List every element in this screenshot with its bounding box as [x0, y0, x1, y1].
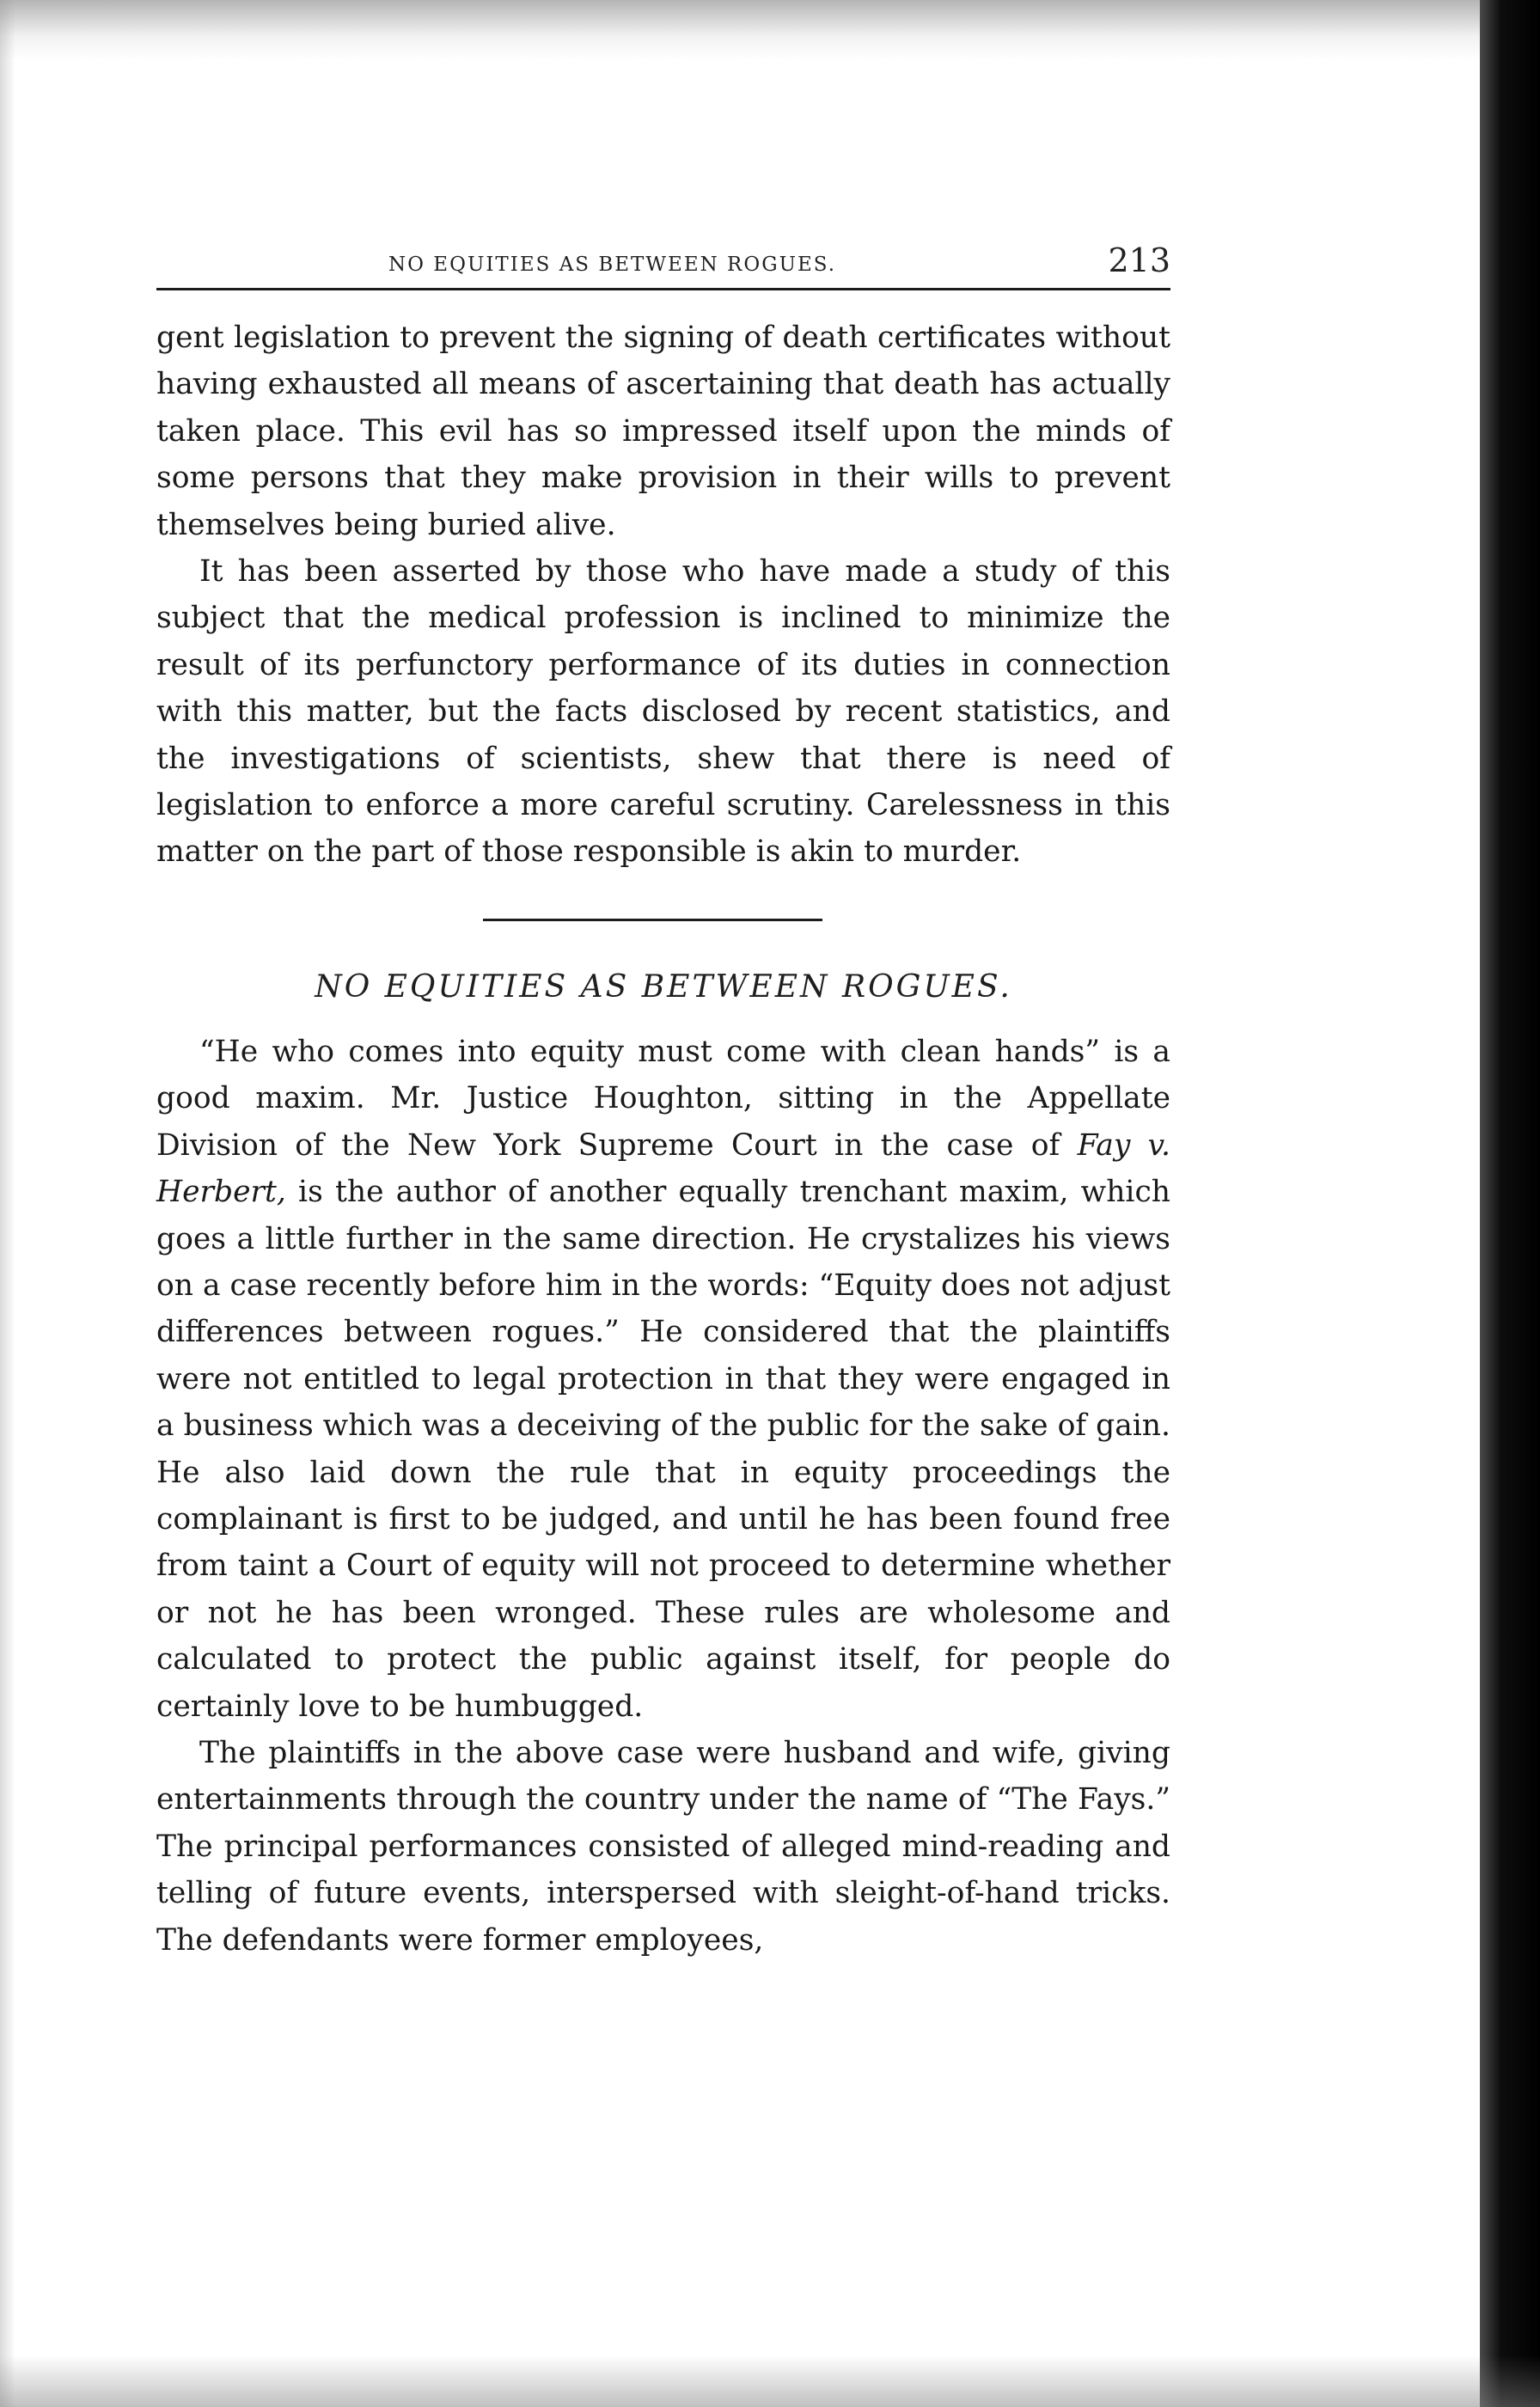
page-number: 213	[1108, 241, 1170, 279]
running-head	[156, 219, 1170, 288]
section-paragraph-1	[156, 1029, 1170, 1730]
book-page	[156, 219, 1170, 1964]
section-divider	[483, 919, 822, 921]
paragraph-1-opening: “He who comes into equity must come with clean hands” is a good maxim. Mr. Justice Houghton, sitting in the Appellate Division of the New York Supreme Court in the case of	[156, 1034, 1170, 1163]
running-head-rule	[156, 288, 1170, 290]
scan-binding-edge	[1480, 0, 1540, 2407]
scan-shadow-left	[0, 0, 15, 2407]
scan-shadow-top	[0, 0, 1540, 60]
continued-article	[156, 315, 1170, 876]
running-head-title: NO EQUITIES AS BETWEEN ROGUES.	[388, 254, 837, 276]
section-article	[156, 1029, 1170, 1964]
continued-paragraph-2: It has been asserted by those who have made a study of this subject that the medical profession is inclined to minimize the result of its perfunctory performance of its duties in connection with this matter, but the facts disclosed by recent statistics, and the investigations of scientists, shew that there is need of legislation to enforce a more careful scrutiny. Carelessness in this matter on the part of those responsible is akin to murder.	[156, 554, 1170, 870]
continued-paragraph-1: gent legislation to prevent the signing of death certificates without having exhausted all means of ascertaining that death has actually taken place. This evil has so impressed itself upon the minds of some persons that they make provision in their wills to prevent themselves being buried alive.	[156, 321, 1170, 542]
paragraph-1-continuation: is the author of another equally trenchant maxim, which goes a little further in the same direction. He crystalizes his views on a case recently before him in the words: “Equity does not adjust differences between rogues.” He considered that the plaintiffs were not entitled to legal protection in that they were engaged in a business which was a deceiving of the public for the sake of gain. He also laid down the rule that in equity proceedings the complainant is first to be judged, and until he has been found free from taint a Court of equity will not proceed to determine whether or not he has been wronged. These rules are wholesome and calculated to protect the public against itself, for people do certainly love to be humbugged.	[156, 1175, 1171, 1724]
section-paragraph-2: The plaintiffs in the above case were husband and wife, giving entertainments through the country under the name of “The Fays.” The principal performances consisted of alleged mind-reading and telling of future events, interspersed with sleight-of-hand tricks. The defendants were former employees,	[156, 1735, 1170, 1958]
scan-shadow-bottom	[0, 2355, 1540, 2407]
section-heading: NO EQUITIES AS BETWEEN ROGUES.	[315, 968, 1012, 1005]
case-name: Fay v. Herbert,	[156, 1127, 1170, 1210]
